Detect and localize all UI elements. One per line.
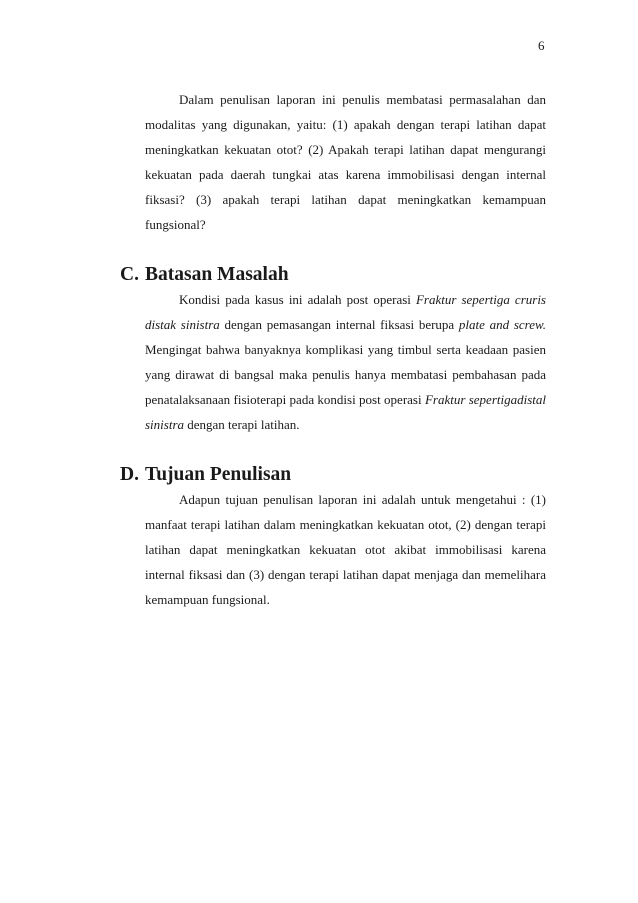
tujuan-penulisan-paragraph: Adapun tujuan penulisan laporan ini adalah untuk mengetahui : (1) manfaat terapi latihan dalam meningkatkan kekuatan otot, (2) dengan terapi latihan dapat meningkatkan kekuatan otot akibat immobilisasi karena internal fiksasi dan (3) dengan terapi latihan dapat menjaga dan memelihara kemampuan fungsional. <box>145 492 546 607</box>
section-tujuan-penulisan <box>120 462 546 612</box>
paragraph-text: Kondisi pada kasus ini adalah post operasi <box>179 292 416 307</box>
section-heading <box>120 262 546 287</box>
section-letter: D. <box>120 464 139 485</box>
paragraph-text: dengan terapi latihan. <box>184 417 300 432</box>
paragraph-text: dengan pemasangan internal fiksasi berupa <box>219 317 459 332</box>
intro-paragraph: Dalam penulisan laporan ini penulis membatasi permasalahan dan modalitas yang digunakan, yaitu: (1) apakah dengan terapi latihan dapat meningkatkan kekuatan otot? (2) Apakah terapi latihan dapat mengurangi kekuatan pada daerah tungkai atas karena immobilisasi dengan internal fiksasi? (3) apakah terapi latihan dapat meningkatkan kemampuan fungsional? <box>145 92 546 232</box>
section-batasan-masalah <box>120 262 546 437</box>
italic-term: Fraktur sepertiga cruris distak sinistra <box>145 292 546 332</box>
italic-term: plate and screw. <box>458 317 546 332</box>
section-title: Batasan Masalah <box>145 264 289 285</box>
italic-term: Fraktur sepertigadistal sinistra <box>145 392 546 432</box>
document-body <box>120 87 546 612</box>
section-letter: C. <box>120 264 139 285</box>
paragraph-text: Mengingat bahwa banyaknya komplikasi yang timbul serta keadaan pasien yang dirawat di bangsal maka penulis hanya membatasi pembahasan pada penatalaksanaan fisioterapi pada kondisi post operasi <box>145 342 546 407</box>
section-title: Tujuan Penulisan <box>145 464 292 485</box>
batasan-masalah-paragraph <box>145 287 546 437</box>
page-number: 6 <box>538 38 545 53</box>
section-heading <box>120 462 546 487</box>
